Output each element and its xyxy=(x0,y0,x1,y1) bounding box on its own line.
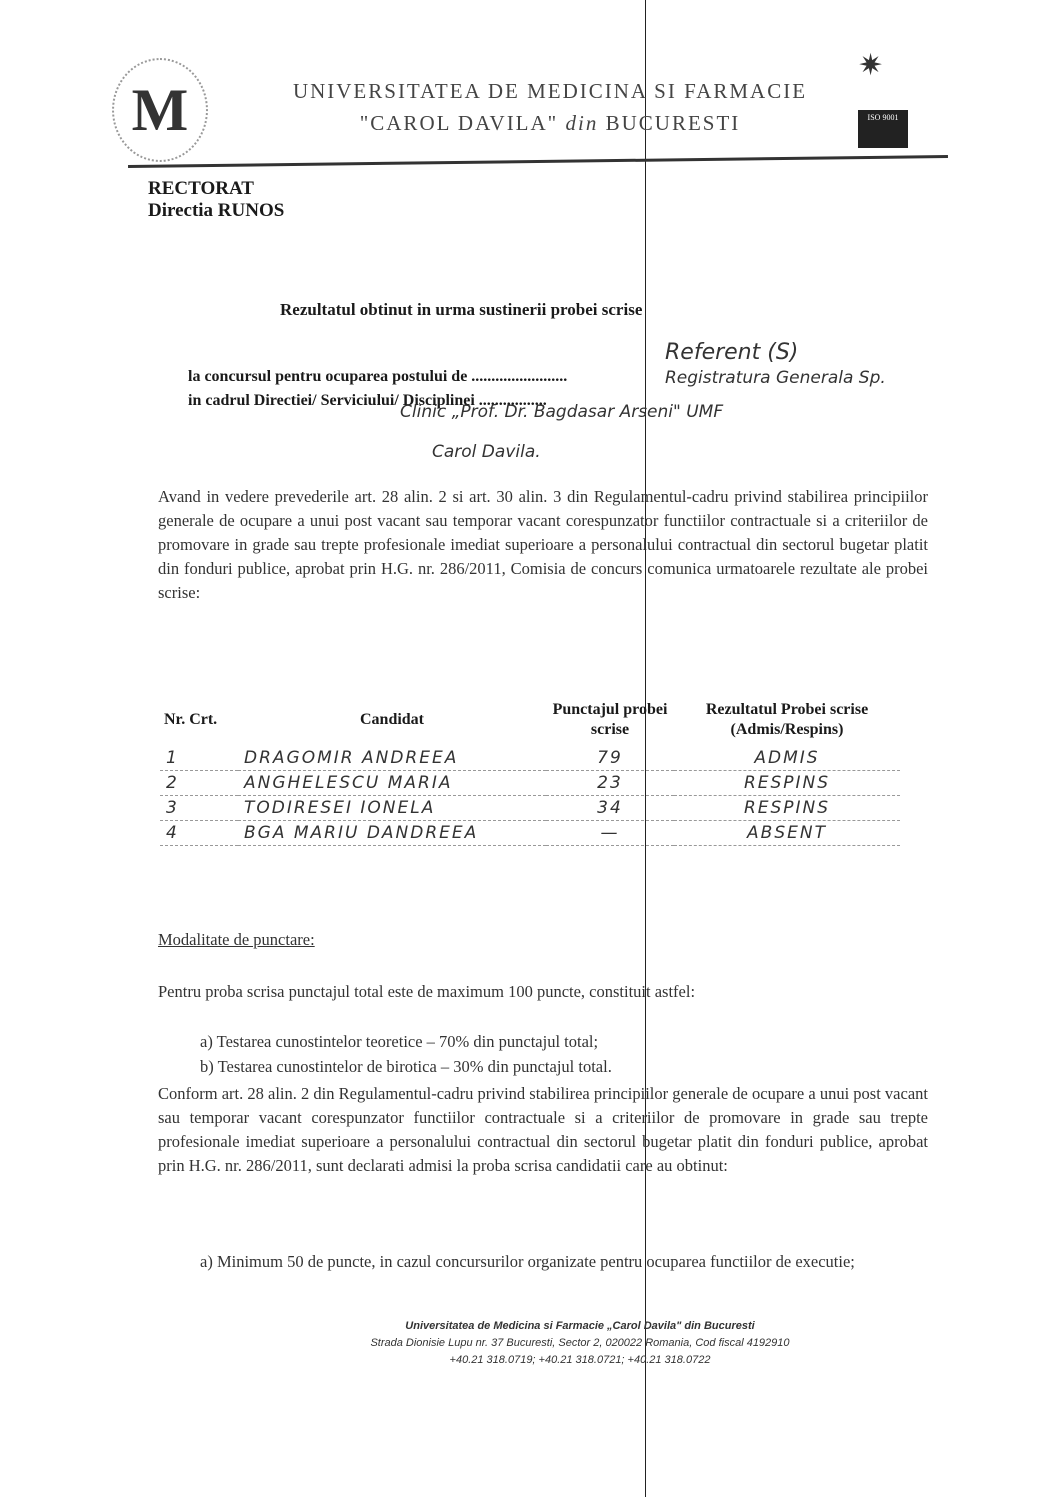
table-row xyxy=(160,821,900,846)
university-name-part: din xyxy=(565,111,599,135)
criteria-item-a: a) Minimum 50 de puncte, in cazul concursurilor organizate pentru ocuparea functiilor de executie; xyxy=(200,1252,855,1271)
cell-nr: 1 xyxy=(160,746,238,771)
col-header-nr: Nr. Crt. xyxy=(164,711,218,728)
certification-star-icon: ✷ xyxy=(858,49,884,82)
scoring-item-b: b) Testarea cunostintelor de birotica – 30% din punctajul total. xyxy=(200,1057,612,1076)
cell-score: 23 xyxy=(546,771,674,796)
department-block xyxy=(148,178,284,222)
handwritten-dept-2: Clinic „Prof. Dr. Bagdasar Arseni" UMF xyxy=(400,402,724,422)
cell-candidate: ANGHELESCU MARIA xyxy=(238,771,546,796)
handwritten-post: Referent (S) xyxy=(665,340,799,365)
university-name-part: "CAROL DAVILA" xyxy=(359,111,559,135)
cell-candidate: BGA MARIU DANDREEA xyxy=(238,821,546,846)
cell-score: 79 xyxy=(546,746,674,771)
footer-institution: Universitatea de Medicina si Farmacie „Carol Davila" din Bucuresti xyxy=(405,1320,755,1332)
results-table xyxy=(160,700,900,846)
document-title: Rezultatul obtinut in urma sustinerii probei scrise xyxy=(280,300,643,319)
cell-result: RESPINS xyxy=(674,771,900,796)
scoring-item-a: a) Testarea cunostintelor teoretice – 70% din punctajul total; xyxy=(200,1032,599,1051)
university-name xyxy=(230,75,870,139)
table-row xyxy=(160,796,900,821)
cell-result: ABSENT xyxy=(674,821,900,846)
cell-result: ADMIS xyxy=(674,746,900,771)
post-label: la concursul pentru ocuparea postului de ........................ xyxy=(188,368,568,385)
department-name: RECTORAT xyxy=(148,178,254,199)
directorate-name: Directia RUNOS xyxy=(148,200,285,221)
cell-score: 34 xyxy=(546,796,674,821)
university-logo: M xyxy=(112,58,208,162)
footer-address: Strada Dionisie Lupu nr. 37 Bucuresti, Sector 2, 020022 Romania, Cod fiscal 4192910 xyxy=(370,1337,790,1349)
header-divider xyxy=(128,155,948,168)
conform-paragraph: Conform art. 28 alin. 2 din Regulamentul-cadru privind stabilirea principiilor generale de ocupare a unui post vacant sau temporar vacant corespunzator functiilor contractuale si a criteriilor de promovare in grade sau trepte profesionale imediat superioare a personalului contractual din sectorul bugetar platit din fonduri publice, aprobat prin H.G. nr. 286/2011, sunt declarati admisi la proba scrisa candidatii care au obtinut: xyxy=(158,1084,928,1175)
scoring-heading: Modalitate de punctare: xyxy=(158,930,315,949)
intro-paragraph: Avand in vedere prevederile art. 28 alin. 2 si art. 30 alin. 3 din Regulamentul-cadru privind stabilirea principiilor generale de ocupare a unui post vacant sau temporar vacant corespunzator functiilor contractuale si a criteriilor de promovare in grade sau trepte profesionale imediat superioare a personalului contractual din sectorul bugetar platit din fonduri publice, aprobat prin H.G. nr. 286/2011, Comisia de concurs comunica urmatoarele rezultate ale probei scrise: xyxy=(158,487,928,602)
dept-label: in cadrul Directiei/ Serviciului/ Disciplinei ................. xyxy=(188,392,547,409)
university-name-line2 xyxy=(230,107,870,139)
cell-score: — xyxy=(546,821,674,846)
cell-nr: 3 xyxy=(160,796,238,821)
cell-candidate: TODIRESEI IONELA xyxy=(238,796,546,821)
cell-nr: 4 xyxy=(160,821,238,846)
handwritten-dept-3: Carol Davila. xyxy=(432,442,541,462)
table-header-row xyxy=(160,700,900,746)
cell-candidate: DRAGOMIR ANDREEA xyxy=(238,746,546,771)
footer xyxy=(200,1318,960,1369)
col-header-result: Rezultatul Probei scrise (Admis/Respins) xyxy=(705,701,869,738)
university-name-line1: UNIVERSITATEA DE MEDICINA SI FARMACIE xyxy=(292,79,808,103)
scoring-intro: Pentru proba scrisa punctajul total este de maximum 100 puncte, constituit astfel: xyxy=(158,982,696,1001)
university-name-part: BUCURESTI xyxy=(605,111,741,135)
table-row xyxy=(160,771,900,796)
footer-phones: +40.21 318.0719; +40.21 318.0721; +40.21 318.0722 xyxy=(449,1354,711,1366)
table-row xyxy=(160,746,900,771)
col-header-score: Punctajul probei scrise xyxy=(552,701,668,738)
col-header-candidate: Candidat xyxy=(359,711,425,728)
handwritten-dept-1: Registratura Generala Sp. xyxy=(665,368,886,388)
cell-result: RESPINS xyxy=(674,796,900,821)
iso-cert-badge: ISO 9001 xyxy=(858,110,908,148)
cell-nr: 2 xyxy=(160,771,238,796)
